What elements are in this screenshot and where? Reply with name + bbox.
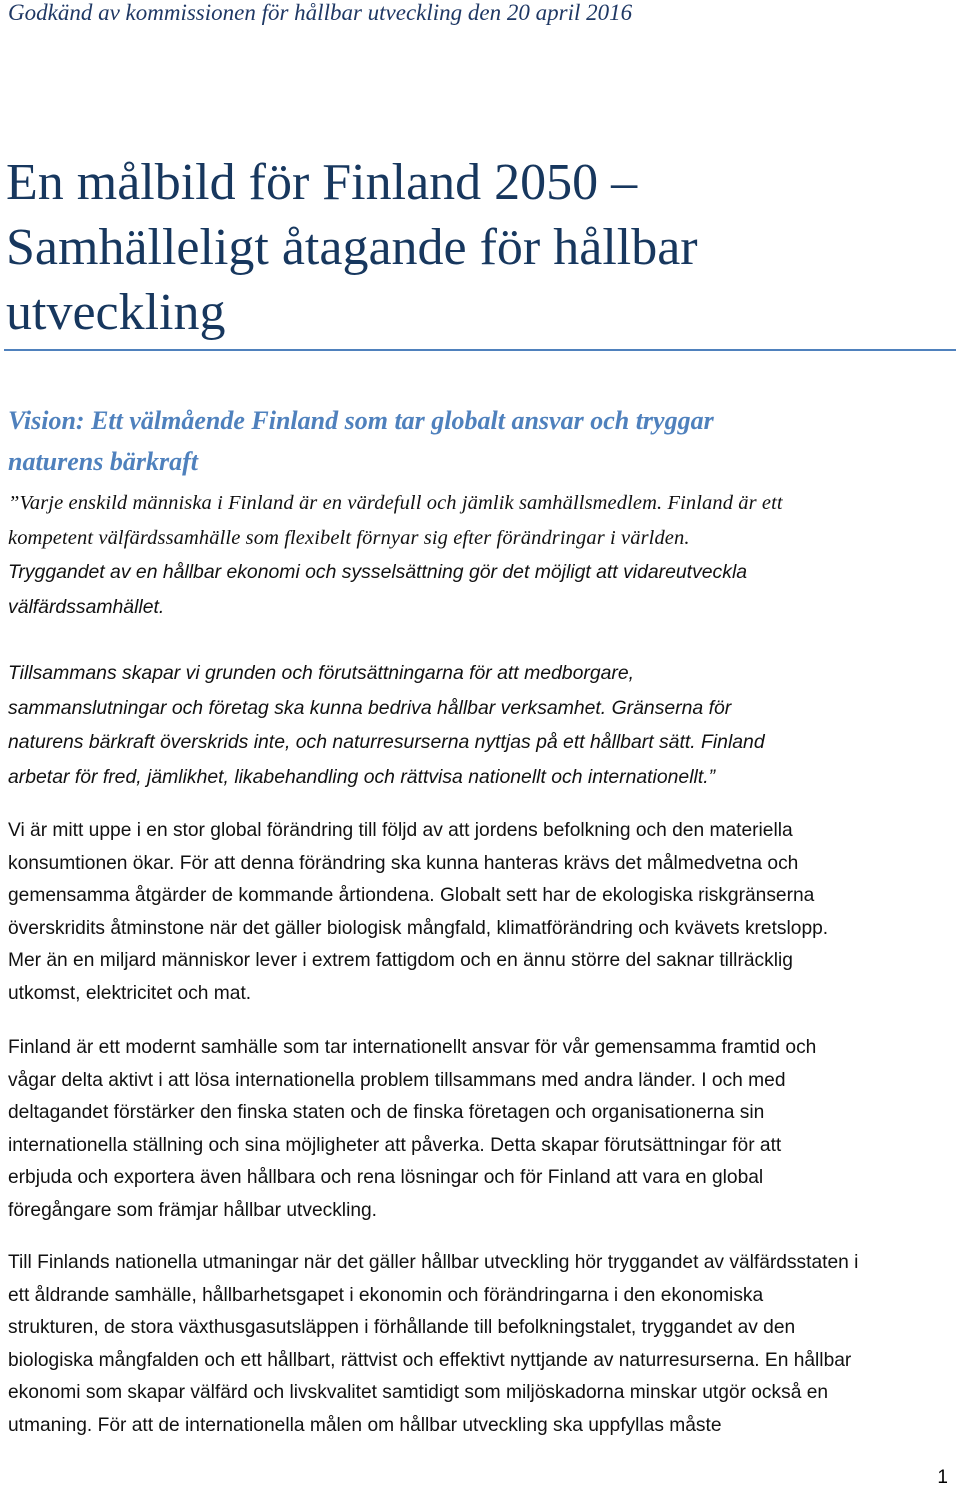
vision-line: naturens bärkraft [8,447,198,476]
text-line: ett åldrande samhälle, hållbarhetsgapet i ekonomin och förändringarna i den ekonomiska [8,1284,764,1306]
approval-note: Godkänd av kommissionen för hållbar utveckling den 20 april 2016 [8,0,633,25]
document-title [6,150,956,345]
text-line: gemensamma åtgärder de kommande årtiondena. Globalt sett har de ekologiska riskgränserna [8,885,815,907]
text-line: naturens bärkraft överskrids inte, och naturresurserna nyttjas på ett hållbart sätt. Finland [8,731,765,754]
text-line: Vi är mitt uppe i en stor global förändring till följd av att jordens befolkning och den materiella [8,820,793,841]
body-paragraph-international-responsibility [8,1032,953,1228]
vision-quote-paragraph-2 [8,656,953,795]
text-line: utkomst, elektricitet och mat. [8,982,252,1004]
text-line: ”Varje enskild människa i Finland är en värdefull och jämlik samhällsmedlem. Finland är ett [8,492,783,514]
text-line: konsumtionen ökar. För att denna förändring ska kunna hanteras krävs det målmedvetna och [8,852,799,874]
text-line: vågar delta aktivt i att lösa internationella problem tillsammans med andra länder. I och med [8,1069,786,1091]
text-line: kompetent välfärdssamhälle som flexibelt förnyar sig efter förändringar i världen. [8,526,690,549]
page-number: 1 [937,1467,948,1488]
title-underline-rule [4,349,956,351]
body-paragraph-national-challenges [8,1247,953,1443]
title-line: Samhälleligt åtagande för hållbar [6,219,698,276]
text-line: utmaning. För att de internationella målen om hållbar utveckling ska uppfyllas måste [8,1414,722,1436]
text-line: Tillsammans skapar vi grunden och förutsättningarna för att medborgare, [8,662,635,684]
text-line: Finland är ett modernt samhälle som tar internationellt ansvar för vår gemensamma framtid och [8,1037,817,1058]
body-paragraph-global-change [8,815,953,1011]
title-line: utveckling [6,284,226,341]
text-line: ekonomi som skapar välfärd och livskvalitet samtidigt som miljöskadorna minskar utgör också en [8,1382,829,1404]
text-line: Till Finlands nationella utmaningar när det gäller hållbar utveckling hör tryggandet av välfärdsstaten i [8,1252,859,1273]
text-line: sammanslutningar och företag ska kunna bedriva hållbar verksamhet. Gränserna för [8,696,732,719]
text-line: arbetar för fred, jämlikhet, likabehandling och rättvisa nationellt och internationellt.” [8,766,716,789]
text-line: överskridits åtminstone när det gäller biologisk mångfald, klimatförändring och kvävets kretslopp. [8,917,829,939]
vision-quote-paragraph-1 [8,486,953,625]
text-line: Tryggandet av en hållbar ekonomi och sysselsättning gör det möjligt att vidareutveckla [8,561,748,584]
text-line: föregångare som främjar hållbar utveckling. [8,1199,378,1221]
text-line: välfärdssamhället. [8,596,165,619]
text-line: biologiska mångfalden och ett hållbart, rättvist och effektivt nyttjande av naturresurserna. En hållbar [8,1349,852,1371]
text-line: strukturen, de stora växthusgasutsläppen i förhållande till befolkningstalet, tryggandet av den [8,1317,796,1339]
vision-line: Vision: Ett välmående Finland som tar globalt ansvar och tryggar [8,406,714,435]
title-line: En målbild för Finland 2050 – [6,154,638,211]
text-line: Mer än en miljard människor lever i extrem fattigdom och en ännu större del saknar tillräcklig [8,950,793,972]
text-line: internationella ställning och sina möjligheter att påverka. Detta skapar förutsättningar för att [8,1134,782,1156]
vision-heading [8,400,948,482]
text-line: erbjuda och exportera även hållbara och rena lösningar och för Finland att vara en global [8,1167,764,1189]
text-line: deltagandet förstärker den finska staten och de finska företagen och organisationerna sin [8,1102,765,1124]
